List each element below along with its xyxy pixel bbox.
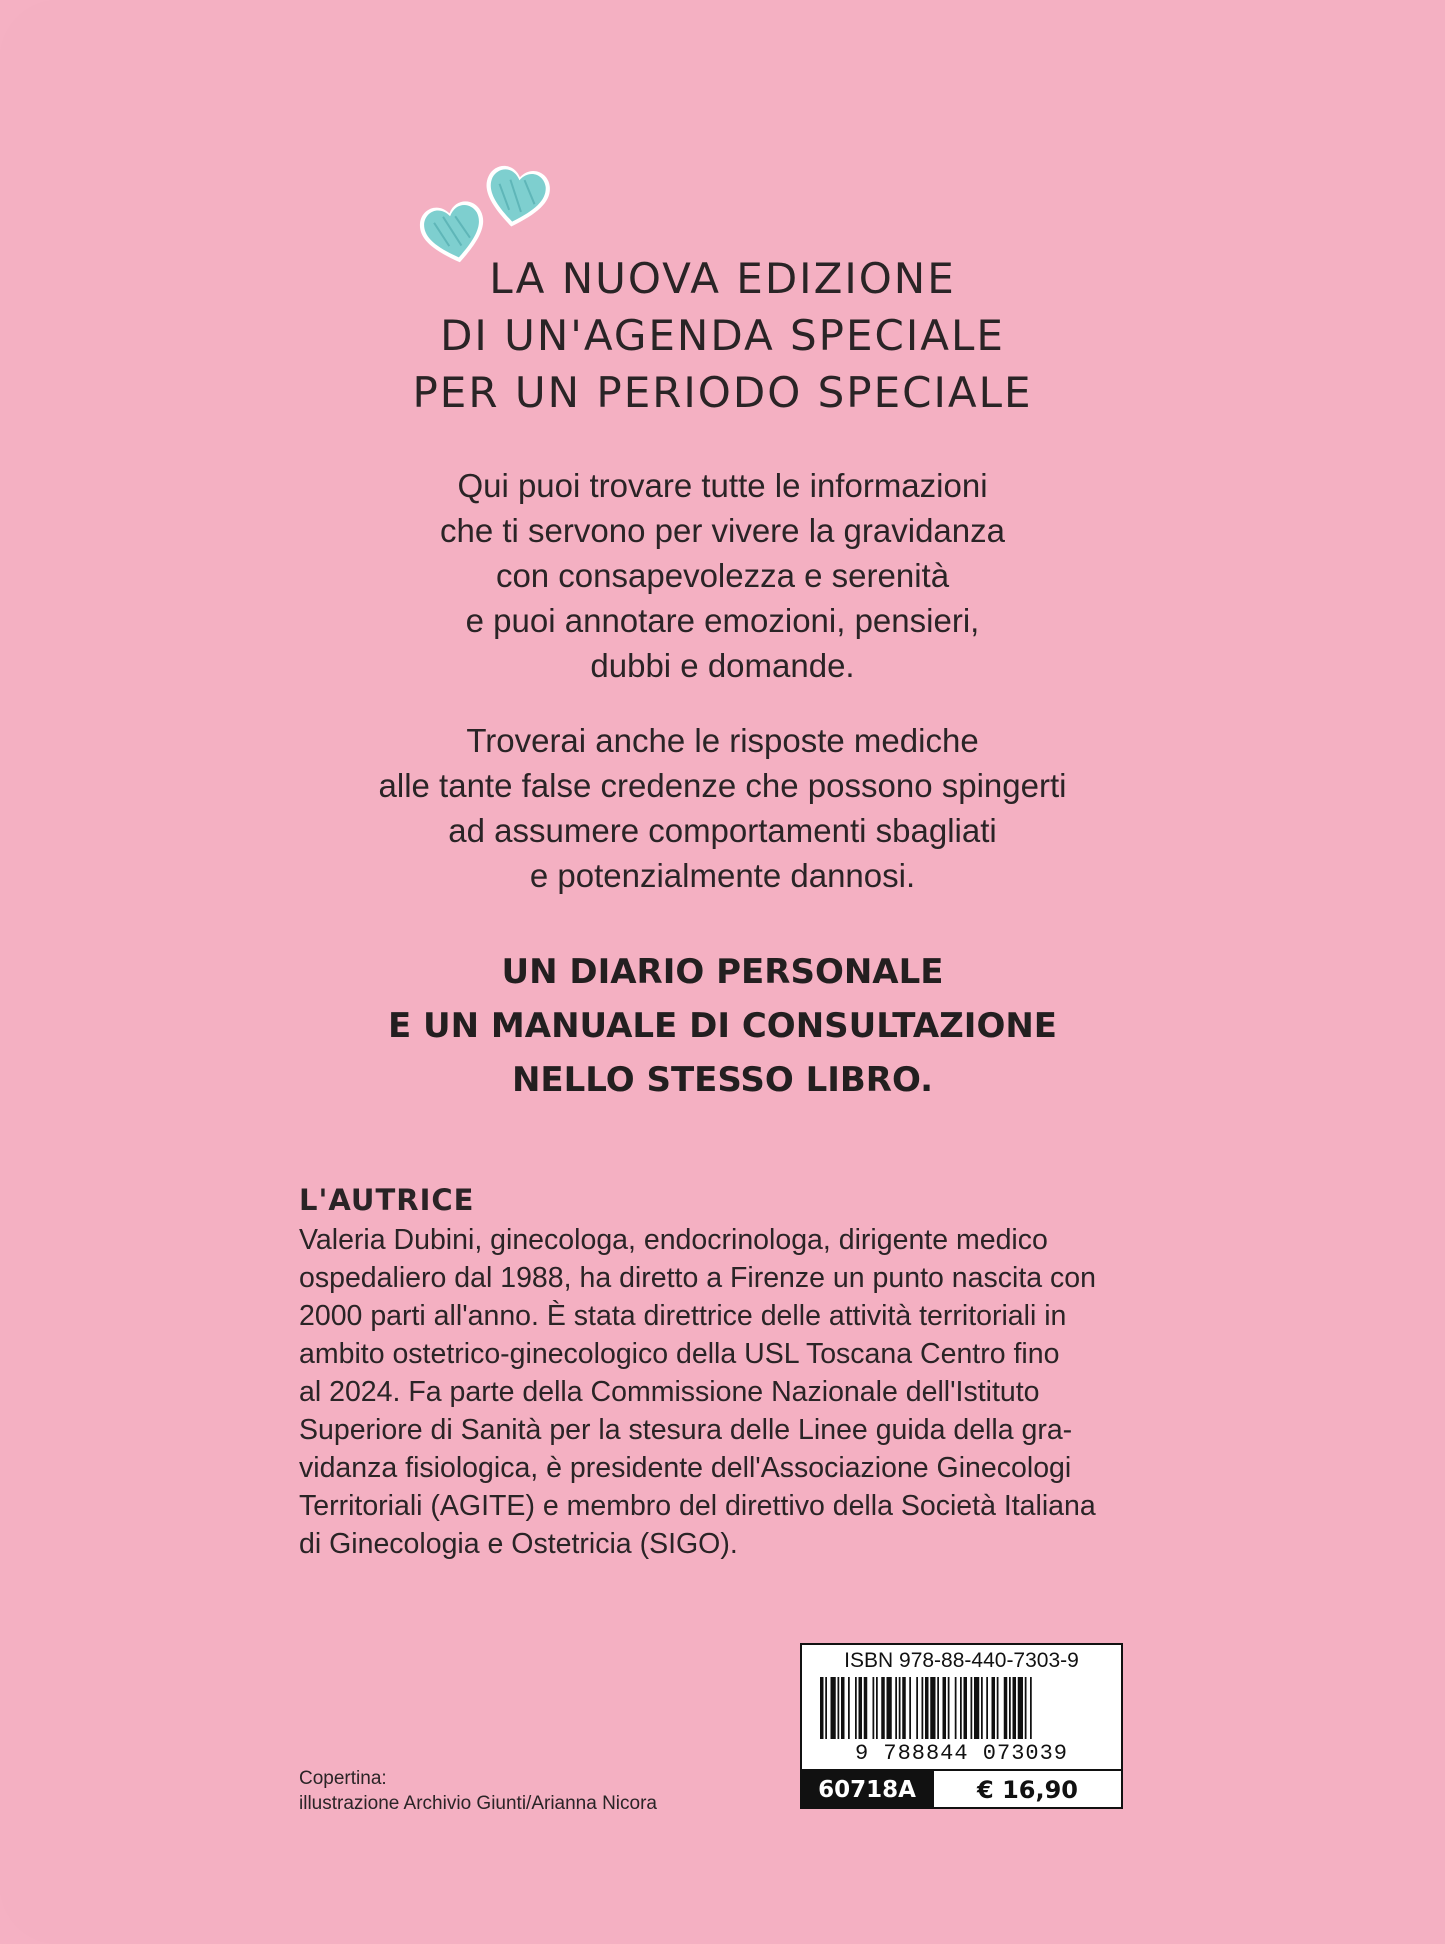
paragraph-line: ad assumere comportamenti sbagliati	[448, 812, 997, 849]
barcode-digits: 9 788844 073039	[854, 1741, 1069, 1766]
paragraph-line: Qui puoi trovare tutte le informazioni	[457, 467, 988, 504]
paragraph-line: Troverai anche le risposte mediche	[466, 722, 979, 759]
author-bio-line: di Ginecologia e Ostetricia (SIGO).	[299, 1528, 738, 1560]
paragraph-line: alle tante false credenze che possono spingerti	[378, 767, 1067, 804]
price: € 16,90	[932, 1771, 1121, 1809]
paragraph-line: e puoi annotare emozioni, pensieri,	[465, 602, 980, 639]
author-bio-line: 2000 parti all'anno. È stata direttrice delle attività territoriali in	[299, 1300, 1067, 1332]
tagline-line: UN DIARIO PERSONALE	[501, 952, 944, 992]
barcode-icon	[820, 1677, 1103, 1739]
credits-line: illustrazione Archivio Giunti/Arianna Nicora	[299, 1793, 657, 1814]
description-paragraph-1	[0, 463, 1445, 688]
author-bio-line: Territoriali (AGITE) e membro del direttivo della Società Italiana	[299, 1490, 1096, 1522]
author-bio-line: al 2024. Fa parte della Commissione Nazionale dell'Istituto	[299, 1376, 1040, 1408]
product-code: 60718A	[802, 1771, 932, 1809]
author-bio-line: ambito ostetrico-ginecologico della USL Toscana Centro fino	[299, 1338, 1060, 1370]
tagline	[0, 945, 1445, 1107]
cover-credits	[299, 1766, 657, 1816]
paragraph-line: e potenzialmente dannosi.	[529, 857, 916, 894]
author-heading: L'AUTRICE	[299, 1183, 475, 1217]
tagline-line: E UN MANUALE DI CONSULTAZIONE	[387, 1006, 1058, 1046]
headline	[0, 250, 1445, 421]
paragraph-line: dubbi e domande.	[590, 647, 855, 684]
isbn-barcode-block	[800, 1643, 1123, 1809]
paragraph-line: con consapevolezza e serenità	[495, 557, 950, 594]
author-bio-line: vidanza fisiologica, è presidente dell'Associazione Ginecologi	[299, 1452, 1072, 1484]
author-bio	[299, 1183, 1129, 1563]
author-bio-line: Superiore di Sanità per la stesura delle Linee guida della gra-	[299, 1414, 1073, 1446]
author-bio-line: Valeria Dubini, ginecologa, endocrinologa, dirigente medico	[299, 1224, 1048, 1256]
credits-line: Copertina:	[299, 1768, 387, 1789]
headline-line: PER UN PERIODO SPECIALE	[412, 368, 1033, 417]
author-bio-line: ospedaliero dal 1988, ha diretto a Firenze un punto nascita con	[299, 1262, 1096, 1294]
paragraph-line: che ti servono per vivere la gravidanza	[440, 512, 1005, 549]
description-paragraph-2	[0, 718, 1445, 898]
headline-line: DI UN'AGENDA SPECIALE	[440, 311, 1005, 360]
tagline-line: NELLO STESSO LIBRO.	[511, 1060, 934, 1100]
headline-line: LA NUOVA EDIZIONE	[489, 254, 956, 303]
isbn-number: ISBN 978-88-440-7303-9	[844, 1649, 1079, 1672]
